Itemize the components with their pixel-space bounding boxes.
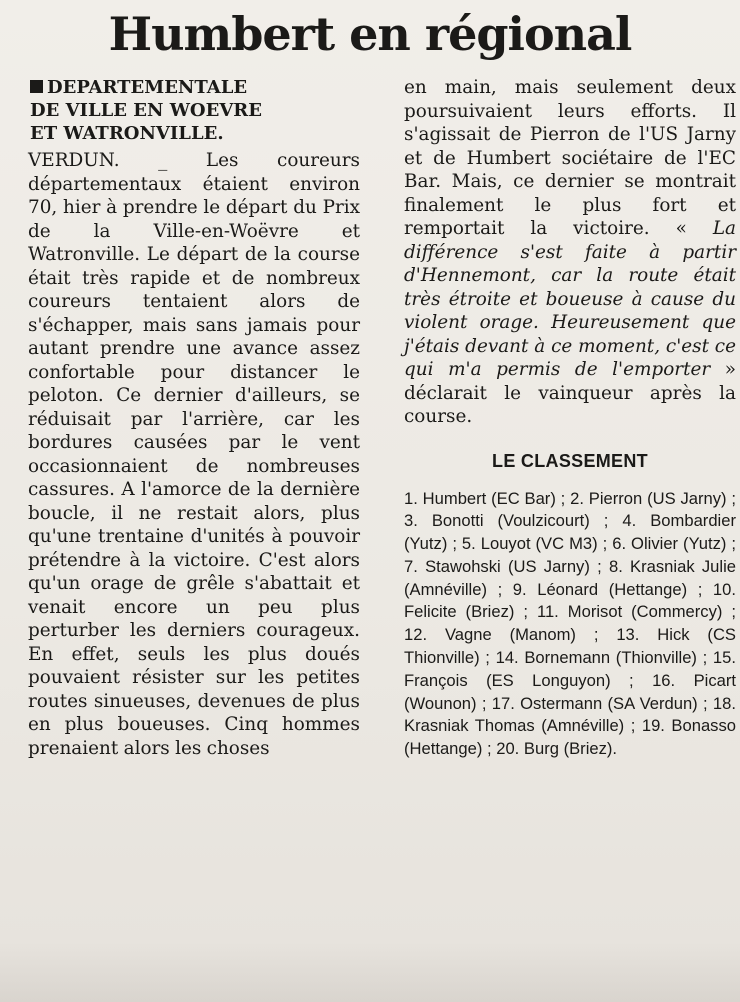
subheading	[30, 76, 360, 145]
body-right-start: en main, mais seulement deux poursuivaient leurs efforts. Il s'agissait de Pierron de l'US Jarny et de Humbert sociétaire de l'EC Bar. Mais, ce dernier se montrait finalement le plus fort et remportait la victoire. «	[404, 77, 736, 239]
article-body-left: VERDUN. _ Les coureurs départementaux étaient environ 70, hier à prendre le départ du Prix de la Ville-en-Woëvre et Watronville. Le départ de la course était très rapide et de nombreux coureurs tentaient alors de s'échapper, mais sans jamais pour autant prendre une avance assez confortable pour distancer le peloton. Ce dernier d'ailleurs, se réduisait par l'arrière, car les bordures causées par le vent occasionnaient de nombreuses cassures. A l'amorce de la dernière boucle, il ne restait alors, plus qu'une trentaine d'unités à pouvoir prétendre à la victoire. C'est alors qu'un orage de grêle s'abattait et venait encore un peu plus perturber les derniers courageux. En effet, seuls les plus doués pouvaient résister sur les petites routes sinueuses, devenues de plus en plus boueuses. Cinq hommes prenaient alors les choses	[28, 150, 360, 759]
winner-quote: La différence s'est faite à partir d'Hennemont, car la route était très étroite et boueuse à cause du violent orage. Heureusement que j'étais devant à ce moment, c'est ce qui m'a permis de l'emporter	[404, 218, 736, 380]
left-column	[28, 72, 360, 760]
subheading-line-1: DEPARTEMENTALE	[47, 77, 248, 98]
right-column	[404, 72, 736, 761]
bullet-square-icon	[30, 80, 43, 93]
article-body-right	[404, 76, 736, 429]
subheading-line-2: DE VILLE EN WOEVRE	[30, 100, 262, 121]
body-right-end: » déclarait le vainqueur après la course.	[404, 359, 736, 427]
headline: Humbert en régional	[108, 7, 632, 61]
subheading-line-3: ET WATRONVILLE.	[30, 123, 224, 144]
classement-list: 1. Humbert (EC Bar) ; 2. Pierron (US Jarny) ; 3. Bonotti (Voulzicourt) ; 4. Bombardier (Yutz) ; 5. Louyot (VC M3) ; 6. Olivier (Yutz) ; 7. Stawohski (US Jarny) ; 8. Krasniak Julie (Amnéville) ; 9. Léonard (Hettange) ; 10. Felicite (Briez) ; 11. Morisot (Commercy) ; 12. Vagne (Manom) ; 13. Hick (CS Thionville) ; 14. Bornemann (Thionville) ; 15. François (ES Longuyon) ; 16. Picart (Wounon) ; 17. Ostermann (SA Verdun) ; 18. Krasniak Thomas (Amnéville) ; 19. Bonasso (Hettange) ; 20. Burg (Briez).	[404, 488, 736, 759]
paper-shadow	[0, 942, 740, 1002]
classement-title: LE CLASSEMENT	[492, 450, 648, 471]
